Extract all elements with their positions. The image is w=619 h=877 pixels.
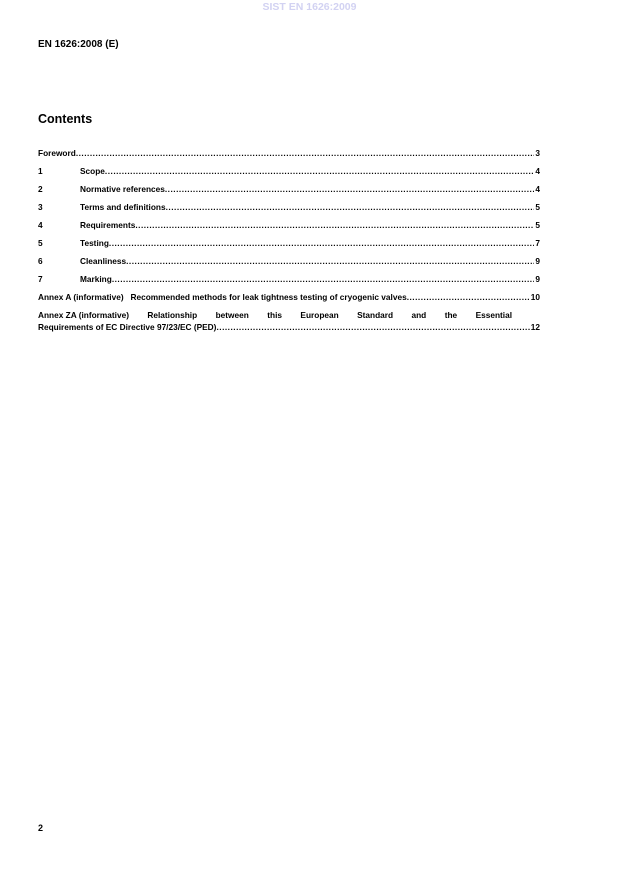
annex-za-word: Relationship <box>147 310 198 320</box>
annex-za-line1 <box>38 310 512 321</box>
toc-page: 4 <box>535 166 540 176</box>
toc-page: 3 <box>535 148 540 158</box>
dot-leader <box>76 147 535 159</box>
annex-za-word: Essential <box>475 310 512 320</box>
dot-leader <box>135 219 534 231</box>
dot-leader <box>407 291 530 303</box>
toc-number: 4 <box>38 220 43 230</box>
annex-za-word: this <box>267 310 282 320</box>
annex-za-word: Annex ZA (informative) <box>38 310 129 320</box>
toc-page: 5 <box>535 202 540 212</box>
dot-leader <box>105 165 534 177</box>
toc-entry[interactable] <box>38 165 540 183</box>
toc-page: 9 <box>535 274 540 284</box>
toc-entry[interactable] <box>38 201 540 219</box>
toc-entry-foreword[interactable] <box>38 147 540 165</box>
toc-entry[interactable] <box>38 273 540 291</box>
toc-page: 7 <box>535 238 540 248</box>
toc-label: Terms and definitions <box>80 202 166 212</box>
toc-page: 4 <box>535 184 540 194</box>
toc-entry[interactable] <box>38 183 540 201</box>
toc-number: 7 <box>38 274 43 284</box>
contents-title: Contents <box>38 112 93 126</box>
toc-page: 5 <box>535 220 540 230</box>
toc-label: Marking <box>80 274 112 284</box>
toc-label: Requirements of EC Directive 97/23/EC (PED) <box>38 322 217 332</box>
toc-label: Foreword <box>38 148 76 158</box>
dot-leader <box>216 321 529 333</box>
dot-leader <box>126 255 534 267</box>
table-of-contents <box>38 147 540 333</box>
toc-number: 2 <box>38 184 43 194</box>
toc-entry[interactable] <box>38 219 540 237</box>
toc-label: Normative references <box>80 184 165 194</box>
toc-label: Testing <box>80 238 109 248</box>
dot-leader <box>165 183 535 195</box>
toc-label: Cleanliness <box>80 256 127 266</box>
dot-leader <box>166 201 535 213</box>
toc-label: Scope <box>80 166 105 176</box>
toc-number: 5 <box>38 238 43 248</box>
toc-entry-annex-a[interactable] <box>38 291 540 309</box>
document-header: EN 1626:2008 (E) <box>38 39 119 50</box>
toc-entry[interactable] <box>38 237 540 255</box>
annex-za-word: European <box>300 310 339 320</box>
toc-entry-annex-za[interactable] <box>38 310 540 333</box>
annex-za-word: Standard <box>357 310 394 320</box>
annex-za-word: between <box>215 310 249 320</box>
page-number: 2 <box>38 823 44 833</box>
annex-za-word: and <box>411 310 427 320</box>
annex-za-word: the <box>444 310 458 320</box>
dot-leader <box>112 273 535 285</box>
toc-number: 3 <box>38 202 43 212</box>
toc-page: 12 <box>530 322 540 332</box>
toc-label: Requirements <box>80 220 136 230</box>
toc-number: 1 <box>38 166 43 176</box>
toc-page: 9 <box>535 256 540 266</box>
toc-page: 10 <box>530 292 540 302</box>
toc-label: Annex A (informative) Recommended methods for leak tightness testing of cryogenic valves <box>38 292 407 302</box>
watermark: SIST EN 1626:2009 <box>262 1 357 13</box>
dot-leader <box>109 237 534 249</box>
toc-entry[interactable] <box>38 255 540 273</box>
toc-number: 6 <box>38 256 43 266</box>
